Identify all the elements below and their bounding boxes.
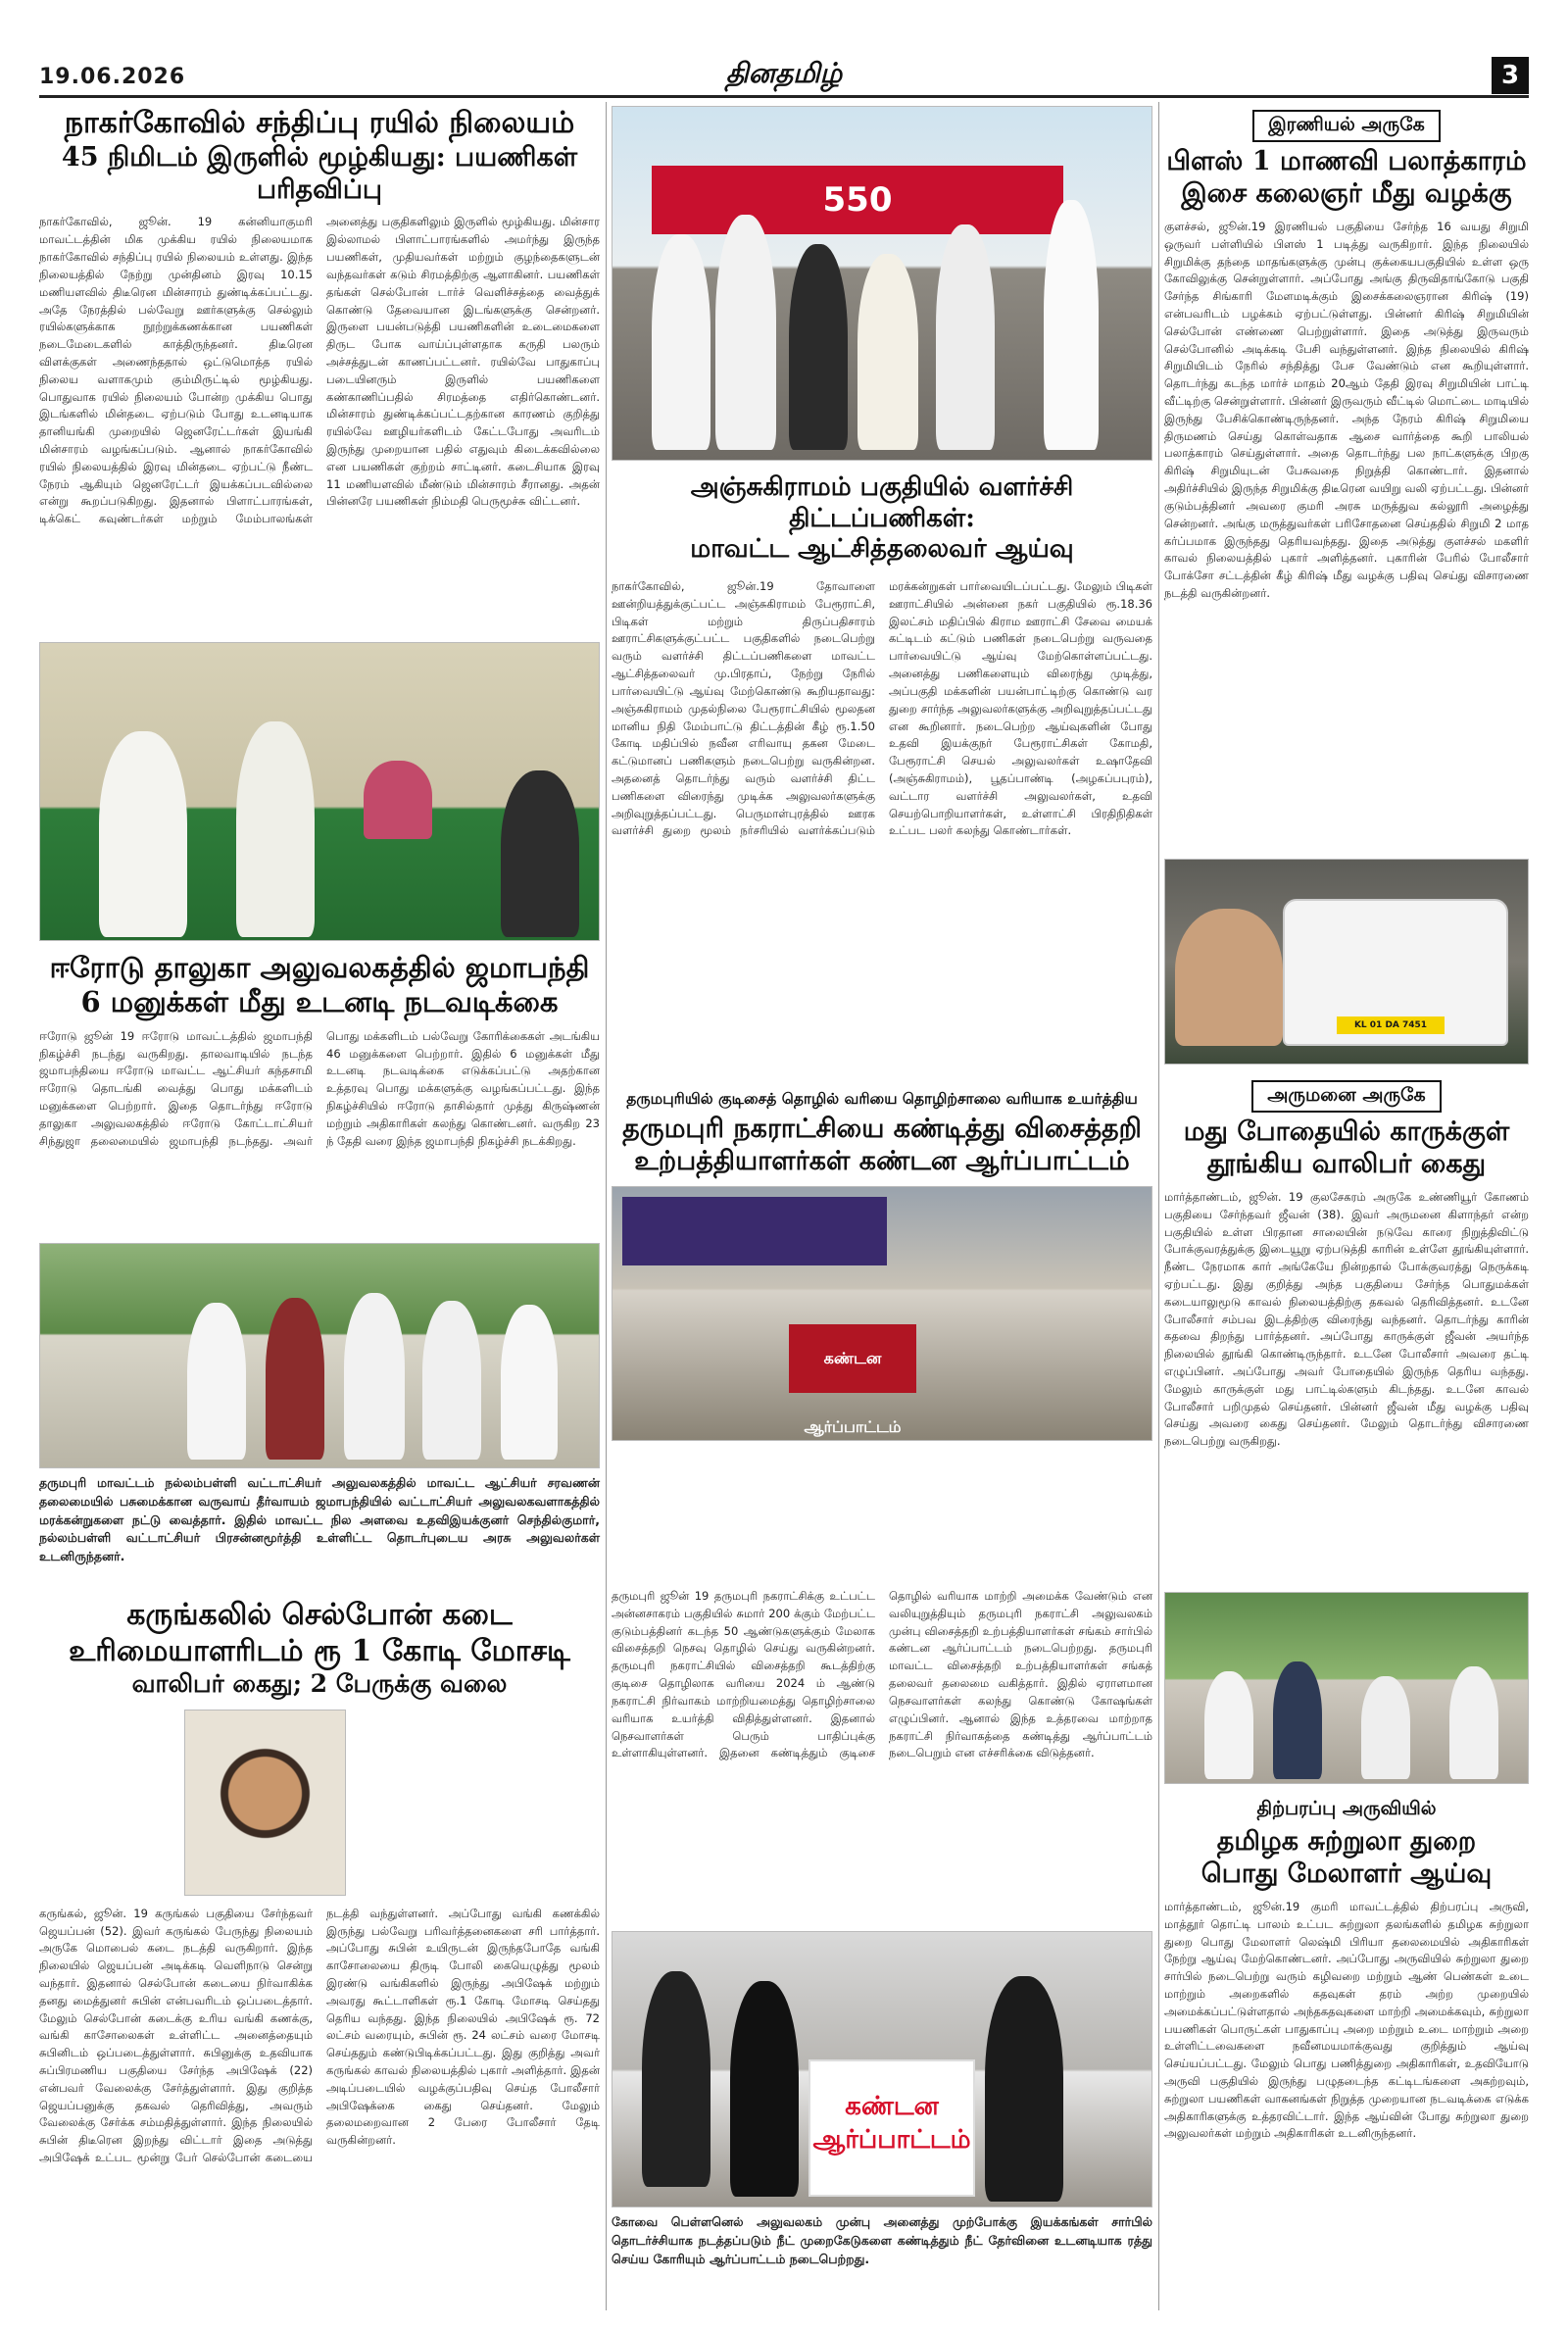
person-figure: [936, 224, 995, 450]
story-kicker: இரணியல் அருகே: [1252, 110, 1441, 142]
column-divider: [1158, 102, 1159, 2310]
story-dharmapuri-tree-planting: [39, 1243, 600, 1563]
story-kicker: தருமபுரியில் குடிசைத் தொழில் வரியை தொழிற்சாலை வரியாக உயர்த்திய: [626, 1090, 1138, 1108]
person-figure: [236, 721, 315, 937]
story-tirparappu: [1164, 1794, 1529, 2304]
story-headline: தருமபுரி நகராட்சியை கண்டித்து விசைத்தறி: [622, 1114, 1142, 1144]
page-number: 3: [1492, 57, 1529, 94]
person-figure: [1273, 1661, 1322, 1779]
story-arumanai: [1164, 1076, 1529, 1586]
neet-protest-photo: [612, 1931, 1152, 2207]
story-headline: உரிமையாளரிடம் ரூ 1 கோடி மோசடி: [69, 1633, 570, 1668]
person-figure: [715, 215, 776, 450]
person-figure: [1449, 1666, 1498, 1779]
story-body: கருங்கல், ஜூன். 19 கருங்கல் பகுதியை சேர்ந்தவர் ஜெயப்பன் (52). இவர் கருங்கல் பேருந்து நிலையம் அருகே மொபைல் கடை நடத்தி வருகிறார். இந்த நிலையில் ஜெயப்பன் அடிக்கடி வெளிநாடு சென்று வந்தார். இதனால் செல்போன் கடையை நிர்வாகிக்க தனது மைத்துனர் சுபின் என்பவரிடம் ஒப்படைத்தார். மேலும் செல்போன் கடைக்கு உரிய வங்கி கணக்கு, வங்கி காசோலைகள் உள்ளிட்ட அனைத்தையும் சுபினிடம் ஒப்படைத்துள்ளார். சுபினுக்கு உதவியாக சுப்பிரமணிய பகுதியை சேர்ந்த அபிஷேக் (22) என்பவர் வேலைக்கு சேர்த்துள்ளார். இது குறித்த ஜெயப்பனுக்கு தகவல் தெரிவித்து, அவரும் வேலைக்கு சேர்க்க சம்மதித்துள்ளார். இந்த நிலையில் சுபின் திடீரென இறந்து விட்டார் இதை அடுத்து அபிஷேக் உட்பட மூன்று பேர் செல்போன் கடையை நடத்தி வந்துள்ளனர். அப்போது வங்கி கணக்கில் இருந்து பல்வேறு பரிவர்த்தனைகளை சரி பார்த்தார். அப்போது சுபின் உயிருடன் இருந்தபோதே வங்கி காசோலையை திருடி போலி கையெழுத்து மூலம் இரண்டு வங்கிகளில் இருந்து அபிஷேக் மற்றும் அவரது கூட்டாளிகள் ரூ.1 கோடி மோசடி செய்தது தெரிய வந்தது. இந்த நிலையில் அபிஷேக் ரூ. 72 லட்சம் வரையும், சுபின் ரூ. 24 லட்சம் வரை மோசடி செய்ததும் கண்டுபிடிக்கப்பட்டது. இது குறித்து அவர் கருங்கல் காவல் நிலையத்தில் புகார் அளித்தார். இதன் அடிப்படையில் வழக்குப்பதிவு செய்த போலீசார் அபிஷேக்கை கைது செய்தனர். மேலும் தலைமறைவான 2 பேரை போலீசார் தேடி வருகின்றனர்.: [39, 1906, 600, 2165]
story-headline: ஈரோடு தாலுகா அலுவலகத்தில் ஜமாபந்தி: [49, 951, 590, 984]
story-body: நாகர்கோவில், ஜூன்.19 தோவாளை ஊன்றியத்துக்குட்பட்ட அஞ்சுகிராமம் பேரூராட்சி, பிடிகள் மற்றும் திருப்பதிசாரம் ஊராட்சிகளுக்குட்பட்ட பகுதிகளில் நடைபெற்று வரும் வளர்ச்சி திட்டப்பணிகளை மாவட்ட ஆட்சித்தலைவர் மு.பிரதாப், நேற்று நேரில் பார்வையிட்டு ஆய்வு மேற்கொண்டு கூறியதாவது: அஞ்சுகிராமம் முதல்நிலை பேரூராட்சியில் மூலதன மானிய நிதி மேம்பாட்டு திட்டத்தின் கீழ் ரூ.1.50 கோடி மதிப்பில் நவீன எரிவாயு தகன மேடை கட்டுமானப் பணிகளும் நடைபெற்று வருகின்றன. அதனைத் தொடர்ந்து வரும் வளர்ச்சி திட்ட பணிகளை விரைந்து முடிக்க அலுவலர்களுக்கு அறிவுறுத்தப்பட்டது. பெருமாள்புரத்தில் ஊரக வளர்ச்சி துறை மூலம் நர்சரியில் வளர்க்கப்படும் மரக்கன்றுகள் பார்வையிடப்பட்டது. மேலும் பிடிகள் ஊராட்சியில் அன்னை நகர் பகுதியில் ரூ.18.36 இலட்சம் மதிப்பில் கிராம ஊராட்சி சேவை மையக் கட்டிடம் கட்டும் பணிகள் நடைபெற்று வருவதை பார்வையிட்டு ஆய்வு மேற்கொள்ளப்பட்டது. அனைத்து பணிகளையும் விரைந்து முடித்து, அப்பகுதி மக்களின் பயன்பாட்டிற்கு கொண்டு வர துறை சார்ந்த அலுவலர்களுக்கு அறிவுறுத்தப்பட்டது என கூறினார். நடைபெற்ற ஆய்வுகளின் போது உதவி இயக்குநர் பேரூராட்சிகள் கோமதி, பேரூராட்சி செயல் அலுவலர்கள் உஷாதேவி (அஞ்சுகிராமம்), பூதப்பாண்டி (அழகப்பபுரம்), வட்டார வளர்ச்சி அலுவலர்கள், உதவி செயற்பொறியாளர்கள், உள்ளாட்சி பிரதிநிதிகள் உட்பட பலர் கலந்து கொண்டார்கள்.: [612, 579, 1152, 838]
person-figure: [344, 1293, 405, 1460]
jamabandhi-photo: [39, 642, 600, 941]
story-body: நாகர்கோவில், ஜூன். 19 கன்னியாகுமரி மாவட்டத்தின் மிக முக்கிய ரயில் நிலையமாக நாகர்கோவில் சந்திப்பு ரயில் நிலையம் உள்ளது. இந்த நிலையத்தில் நேற்று முன்தினம் இரவு 10.15 மணியளவில் திடீரென மின்சாரம் துண்டிக்கப்பட்டது. அதே நேரத்தில் பல்வேறு ஊர்களுக்கு செல்லும் ரயில்களுக்காக நூற்றுக்கணக்கான பயணிகள் நடைமேடைகளில் காத்திருந்தனர். திடீரென விளக்குகள் அணைந்ததால் ஒட்டுமொத்த ரயில் நிலைய வளாகமும் கும்மிருட்டில் மூழ்கியது. பொதுவாக ரயில் நிலையம் போன்ற முக்கிய பொது இடங்களில் மின்தடை ஏற்படும் போது உடனடியாக தானியங்கி முறையில் ஜெனரேட்டர்கள் இயங்கி மின்சாரம் வழங்கப்படும். ஆனால் நாகர்கோவில் ரயில் நிலையத்தில் இரவு மின்தடை ஏற்பட்டு நீண்ட நேரம் ஆகியும் ஜெனரேட்டர் இயக்கப்படவில்லை என்று கூறப்படுகிறது. இதனால் பிளாட்பாரங்கள், டிக்கெட் கவுண்டர்கள் மற்றும் மேம்பாலங்கள் அனைத்து பகுதிகளிலும் இருளில் மூழ்கியது. மின்சார இல்லாமல் பிளாட்பாரங்களில் அமர்ந்து இருந்த பயணிகள், முதியவர்கள் மற்றும் குழந்தைகளுடன் வந்தவர்கள் கடும் சிரமத்திற்கு ஆளாகினர். பயணிகள் தங்கள் செல்போன் டார்ச் வெளிச்சத்தை வைத்துக் கொண்டு தேவையான இடங்களுக்கு சென்றனர். இருளை பயன்படுத்தி பயணிகளின் உடைமைகளை திருட போக வாய்ப்புள்ளதாக கருதி பலரும் அச்சத்துடன் காணப்பட்டனர். ரயில்வே பாதுகாப்பு படையினரும் இருளில் பயணிகளை கண்காணிப்பதில் சிரமத்தை எதிர்கொண்டனர். மின்சாரம் துண்டிக்கப்பட்டதற்கான காரணம் குறித்து ரயில்வே ஊழியர்களிடம் கேட்டபோது அவரிடம் இருந்து முறையான பதில் எதுவும் கிடைக்கவில்லை என பயணிகள் குற்றம் சாட்டினர். கடைசியாக இரவு 11 மணியளவில் மீண்டும் மின்சாரம் சீரானது. அதன் பின்னரே பயணிகள் நிம்மதி பெருமூச்சு விட்டனர்.: [39, 215, 600, 526]
person-figure: [1175, 909, 1283, 1046]
photo-caption: கோவை பெள்ளனெல் அலுவலகம் முன்பு அனைத்து முற்போக்கு இயக்கங்கள் சார்பில் தொடர்ச்சியாக நடத்தப்படும் நீட் முறைகேடுகளை கண்டித்தும் நீட் தேர்வினை உடனடியாக ரத்து செய்ய கோரியும் ஆர்ப்பாட்டம் நடைபெற்றது.: [612, 2214, 1152, 2266]
person-figure: [730, 1981, 799, 2197]
flex-banner: [622, 1197, 887, 1265]
person-figure: [789, 244, 848, 450]
photo-caption: தருமபுரி மாவட்டம் நல்லம்பள்ளி வட்டாட்சியர் அலுவலகத்தில் மாவட்ட ஆட்சியர் சரவணன் தலைமையில் பசுமைக்கான வருவாய் தீர்வாயம் ஜமாபந்தியில் வட்டாட்சியர் அலுவலகவளாகத்தில் மரக்கன்றுகளை நட்டு வைத்தார். இதில் மாவட்ட நில அளவை உதவிஇயக்குனர் செந்தில்குமார், நல்லம்பள்ளி வட்டாட்சியர் பிரசன்னமூர்த்தி உள்ளிட்ட தொடர்புடைய அரசு அலுவலர்கள் உடனிருந்தனர்.: [39, 1475, 600, 1563]
person-figure: [187, 1303, 246, 1460]
masthead: [39, 57, 1529, 98]
story-kicker-wrap: [1164, 106, 1529, 146]
story-headline: வாலிபர் கைது; 2 பேருக்கு வலை: [131, 1669, 508, 1699]
story-body: ஈரோடு ஜூன் 19 ஈரோடு மாவட்டத்தில் ஜமாபந்தி நிகழ்ச்சி நடந்து வருகிறது. தாலவாடியில் நடந்த ஜமாபந்தியை ஈரோடு மாவட்ட ஆட்சியர் கந்தசாமி ஈரோடு தொடங்கி வைத்து பொது மக்களிடம் மனுக்களை பெற்றார். இதை தொடர்ந்து ஈரோடு தாலுகா அலுவலகத்தில் ஈரோடு கோட்டாட்சியர் சிந்துஜா தலைமையில் ஜமாபந்தி நடந்தது. அவர் பொது மக்களிடம் பல்வேறு கோரிக்கைகள் அடங்கிய 46 மனுக்களை பெற்றார். இதில் 6 மனுக்கள் மீது உடனடி நடவடிக்கை எடுக்கப்பட்டு அதற்கான உத்தரவு பொது மக்களுக்கு வழங்கப்பட்டது. இந்த நிகழ்ச்சியில் ஈரோடு தாசில்தார் முத்து கிருஷ்ணன் மற்றும் அதிகாரிகள் கலந்து கொண்டனர். வருகிற 23 ந் தேதி வரை இந்த ஜமாபந்தி நிகழ்ச்சி நடக்கிறது.: [39, 1028, 600, 1148]
story-headline: பொது மேலாளர் ஆய்வு: [1200, 1858, 1493, 1889]
story-kovai-neet-protest: [612, 1931, 1152, 2304]
person-figure: [1204, 1671, 1253, 1779]
story-headline: மாவட்ட ஆட்சித்தலைவர் ஆய்வு: [690, 534, 1074, 565]
story-kicker: திற்பரப்பு அருவியில்: [1256, 1798, 1437, 1819]
story-erode-jamabandhi: [39, 642, 600, 1211]
person-figure: [422, 1301, 481, 1460]
story-kicker: அருமனை அருகே: [1251, 1080, 1441, 1113]
story-headline: 6 மனுக்கள் மீது உடனடி நடவடிக்கை: [80, 985, 559, 1019]
story-headline: இசை கலைஞர் மீது வழக்கு: [1181, 177, 1512, 209]
person-figure: [985, 1976, 1063, 2202]
person-figure: [364, 761, 432, 839]
person-figure: [642, 1971, 710, 2187]
protest-photo: [612, 1186, 1152, 1441]
story-headline: பிளஸ் 1 மாணவி பலாத்காரம்: [1166, 146, 1527, 176]
tree-planting-photo: [39, 1243, 600, 1468]
shop-signboard: 550: [652, 166, 1063, 234]
person-figure: [1361, 1676, 1410, 1779]
story-nagercoil-railway: [39, 106, 600, 635]
person-figure: [1044, 200, 1099, 450]
person-figure: [858, 254, 918, 450]
protest-banner: கண்டன ஆர்ப்பாட்டம்: [789, 1324, 916, 1393]
story-body: குளச்சல், ஜூன்.19 இரணியல் பகுதியை சேர்ந்த 16 வயது சிறுமி ஒருவர் பள்ளியில் பிளஸ் 1 படித்து வருகிறார். இந்த நிலையில் சிறுமிக்கு தந்தை மாதங்களுக்கு முன்பு குக்கையபகுதியில் உள்ள ஒரு கோவிலுக்கு சென்றுள்ளார். அப்போது அங்கு திருவிதாங்கோடு பகுதி சேர்ந்த சிங்காரி மேளமடிக்கும் இசைக்கலைஞரான கிரிஷ் (19) என்பவரிடம் பழக்கம் ஏற்பட்டுள்ளது. பின்னர் கிரிஷ் சிறுமியின் செல்போன் எண்ணை பெற்றுள்ளார். இதை அடுத்து இருவரும் செல்போனில் அடிக்கடி பேசி வந்துள்ளனர். இந்த நிலையில் கிரிஷ் சிறுமியிடம் நேரில் சந்தித்து பேச வேண்டும் என கூறியுள்ளார். தொடர்ந்து கடந்த மார்ச் மாதம் 20ஆம் தேதி இரவு சிறுமியின் பாட்டி வீட்டிற்கு சென்றுள்ளார். பின்னர் இருவரும் வீட்டில் மொட்டை மாடியில் இருந்து பேசிக்கொண்டிருந்தனர். அந்த நேரம் கிரிஷ் சிறுமியை திருமணம் செய்து கொள்வதாக ஆசை வார்த்தை கூறி பாலியல் பலாத்காரம் செய்துள்ளார். அதை தொடர்ந்து பல நாட்களுக்கு பிறகு கிரிஷ் சிறுமியுடன் பேசுவதை நிறுத்தி கொண்டார். இதனால் அதிர்ச்சியில் இருந்த சிறுமிக்கு திடீரென வயிறு வலி ஏற்பட்டது. பின்னர் குடும்பத்தினர் அவரை குமரி அரசு மருத்துவ கல்லூரி அழைத்து சென்றனர். அங்கு மருத்துவர்கள் பரிசோதனை செய்ததில் சிறுமி 2 மாத கர்ப்பமாக இருந்தது தெரியவந்தது. இதை அடுத்து குளச்சல் மகளிர் காவல் நிலையத்தில் புகார் அளித்தனர். புகாரின் பேரில் போலீசார் போக்சோ சட்டத்தின் கீழ் கிரிஷ் மீது வழக்கு பதிவு செய்து விசாரணை நடத்தி வருகின்றனர்.: [1164, 219, 1529, 600]
person-figure: [652, 234, 710, 450]
car-photo: [1164, 859, 1529, 1065]
story-headline: தமிழக சுற்றுலா துறை: [1216, 1826, 1477, 1857]
story-body: தருமபுரி ஜூன் 19 தருமபுரி நகராட்சிக்கு உட்பட்ட அன்னசாகரம் பகுதியில் சுமார் 200 க்கும் மேற்பட்ட குடும்பத்தினர் கடந்த 50 ஆண்டுகளுக்கும் மேலாக விசைத்தறி நெசவு தொழில் செய்து வருகின்றனர். தருமபுரி நகராட்சியில் விசைத்தறி கூடத்திற்கு குடிசை தொழிலாக வரியை 2024 ம் ஆண்டு நகராட்சி நிர்வாகம் மாற்றியமைத்து தொழிற்சாலை வரியாக உயர்த்தி விதித்துள்ளனர். இதனால் நெசவாளர்கள் பெரும் பாதிப்புக்கு உள்ளாகியுள்ளனர். இதனை கண்டித்தும் குடிசை தொழில் வரியாக மாற்றி அமைக்க வேண்டும் என வலியுறுத்தியும் தருமபுரி நகராட்சி அலுவலகம் முன்பு விசைத்தறி உற்பத்தியாளர்கள் சங்கம் சார்பில் கண்டன ஆர்ப்பாட்டம் நடைபெற்றது. தருமபுரி மாவட்ட விசைத்தறி உற்பத்தியாளர்கள் சங்கத் தலைவர் தலைமை வகித்தார். இதில் ஏராளமான நெசவாளர்கள் கலந்து கொண்டு கோஷங்கள் எழுப்பினர். ஆனால் இந்த உத்தரவை மாற்றாத நகராட்சி நிர்வாகத்தை கண்டித்து ஆர்ப்பாட்டம் நடைபெறும் என எச்சரிக்கை விடுத்தனர்.: [612, 1589, 1152, 1760]
person-figure: [501, 1305, 558, 1460]
story-headline: அஞ்சுகிராமம் பகுதியில் வளர்ச்சி திட்டப்பணிகள்:: [690, 472, 1074, 533]
issue-date: 19.06.2026: [39, 65, 186, 89]
story-kicker-wrap: [1164, 1076, 1529, 1116]
column-divider: [606, 102, 607, 2310]
story-content: [39, 1710, 600, 2278]
story-headline: 45 நிமிடம் இருளில் மூழ்கியது: பயணிகள் பரிதவிப்பு: [61, 141, 578, 205]
story-iraniyal: [1164, 106, 1529, 851]
protest-placard: கண்டன ஆர்ப்பாட்டம்: [808, 2059, 975, 2197]
newspaper-title: தினதமிழ்: [725, 57, 843, 89]
story-arumanai-photo: [1164, 859, 1529, 1069]
story-headline: கருங்கலில் செல்போன் கடை: [126, 1598, 513, 1632]
story-body: மார்த்தாண்டம், ஜூன்.19 குமரி மாவட்டத்தில் திற்பரப்பு அருவி, மாத்தூர் தொட்டி பாலம் உட்பட சுற்றுலா தலங்களில் தமிழக சுற்றுலா துறை பொது மேலாளர் லெஷ்மி பிரியா தலைமையில் அதிகாரிகள் நேற்று ஆய்வு மேற்கொண்டனர். அப்போது அருவியில் சுற்றுலா துறை சார்பில் நடைபெற்று வரும் கழிவறை மற்றும் ஆண் பெண்கள் உடை மாற்றும் அறைகளில் கதவுகள் தரம் அற்ற முறையில் அமைக்கப்பட்டுள்ளதால் அந்தகதவுகளை மாற்றி அமைக்கவும், சுற்றுலா பயணிகள் பொருட்கள் பாதுகாப்பு அறை மற்றும் உடை மாற்றும் அறை உள்ளிட்டவைகளை நவீனமயமாக்குவது குறித்தும் ஆய்வு செய்யப்பட்டது. மேலும் பொது பணித்துறை அதிகாரிகள், உதவியோடு அருவி பகுதியில் இருந்து பழுதடைந்த கட்டிடங்களை அகற்றவும், சுற்றுலா பயணிகள் வாகனங்கள் நிறுத்த முறையான நடவடிக்கை எடுக்க அதிகாரிகளுக்கு உத்தரவிட்டார். இந்த ஆய்வின் போது சுற்றுலா துறை அலுவலர்கள் மற்றும் அதிகாரிகள் உடனிருந்தனர்.: [1164, 1899, 1529, 2141]
story-karungal-fraud: [39, 1598, 600, 2304]
inspection-photo: [612, 106, 1152, 461]
story-dharmapuri-protest: [612, 1086, 1152, 1596]
story-headline: நாகர்கோவில் சந்திப்பு ரயில் நிலையம்: [64, 106, 575, 140]
number-plate: KL 01 DA 7451: [1337, 1016, 1445, 1034]
story-body: மார்த்தாண்டம், ஜூன். 19 குலசேகரம் அருகே உண்ணியூர் கோணம் பகுதியை சேர்ந்தவர் ஜீவன் (38). இவர் அருமனை கிளாந்தர் என்ற பகுதியில் உள்ள பிரதான சாலையின் நடுவே காரை நிறுத்திவிட்டு போக்குவரத்துக்கு இடையூறு ஏற்படுத்தி காரின் உள்ளே தூங்கியுள்ளார். நீண்ட நேரமாக கார் அங்கேயே நின்றதால் போக்குவரத்து நெருக்கடி ஏற்பட்டது. இது குறித்து அந்த பகுதியை சேர்ந்த பொதுமக்கள் கடையாலுமூடு காவல் நிலையத்திற்கு தகவல் தெரிவித்தனர். உடனே போலீசார் சம்பவ இடத்திற்கு விரைந்து வந்தனர். தொடர்ந்து காரின் கதவை திறந்து பார்த்தனர். அப்போது காருக்குள் ஜீவன் அயர்ந்த நிலையில் தூங்கி கொண்டிருந்தார். உடனே போலீசார் அவரை தட்டி எழுப்பினர். அப்போது அவர் போதையில் இருந்த தெரிய வந்தது. மேலும் காருக்குள் மது பாட்டில்களும் கிடந்தது. உடனே காவல் போலீசார் பறிமுதல் செய்தனர். பின்னர் ஜீவன் மீது வழக்கு பதிவு செய்து அவரை கைது செய்தனர். மேலும் தொடர்ந்து விசாரணை நடைபெற்று வருகிறது.: [1164, 1189, 1529, 1449]
story-headline: உற்பத்தியாளர்கள் கண்டன ஆர்ப்பாட்டம்: [634, 1145, 1130, 1176]
story-anjugramam-inspection: [612, 106, 1152, 616]
story-headline: மது போதையில் காருக்குள்: [1183, 1116, 1510, 1147]
person-figure: [99, 731, 187, 937]
person-figure: [266, 1298, 324, 1460]
accused-photo: [184, 1710, 346, 1896]
story-tirparappu-photo: [1164, 1592, 1529, 1788]
person-figure: [501, 770, 579, 937]
story-headline: தூங்கிய வாலிபர் கைது: [1206, 1148, 1487, 1179]
waterfall-visit-photo: [1164, 1592, 1529, 1784]
